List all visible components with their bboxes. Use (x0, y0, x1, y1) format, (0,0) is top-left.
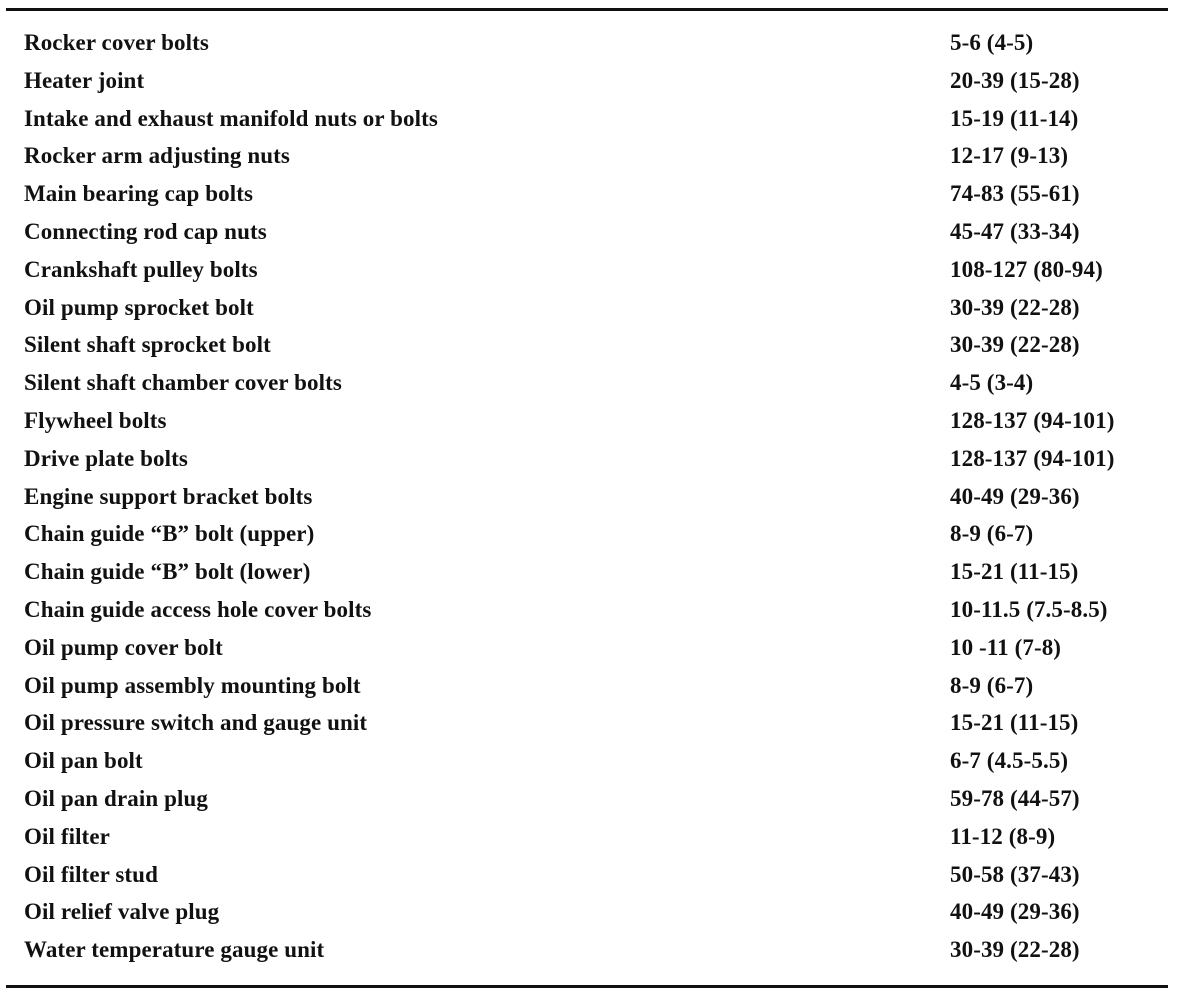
torque-value: 74-83 (55-61) (950, 181, 1080, 207)
torque-value: 128-137 (94-101) (950, 445, 1115, 471)
table-row (0, 24, 1184, 62)
table-row (0, 289, 1184, 327)
torque-value: 30-39 (22-28) (950, 332, 1080, 358)
table-row (0, 515, 1184, 553)
component-name: Silent shaft sprocket bolt (24, 332, 271, 358)
torque-value: 8-9 (6-7) (950, 521, 1034, 547)
component-name: Chain guide “B” bolt (upper) (24, 521, 315, 547)
torque-value: 40-49 (29-36) (950, 899, 1080, 925)
component-name: Water temperature gauge unit (24, 937, 325, 963)
component-name: Oil pan drain plug (24, 785, 208, 811)
component-name: Main bearing cap bolts (24, 181, 254, 207)
torque-value: 10 -11 (7-8) (950, 634, 1062, 660)
torque-value: 6-7 (4.5-5.5) (950, 748, 1069, 774)
table-row (0, 591, 1184, 629)
component-name: Oil relief valve plug (24, 899, 220, 925)
table-row (0, 364, 1184, 402)
torque-value: 40-49 (29-36) (950, 483, 1080, 509)
component-name: Oil pump cover bolt (24, 634, 223, 660)
torque-value: 15-21 (11-15) (950, 710, 1079, 736)
table-row (0, 818, 1184, 856)
table-row (0, 326, 1184, 364)
torque-value: 59-78 (44-57) (950, 785, 1080, 811)
component-name: Heater joint (24, 67, 145, 93)
torque-value: 50-58 (37-43) (950, 861, 1080, 887)
table-row (0, 780, 1184, 818)
torque-value: 15-19 (11-14) (950, 105, 1079, 131)
component-name: Rocker arm adjusting nuts (24, 143, 290, 169)
table-row (0, 667, 1184, 705)
component-name: Connecting rod cap nuts (24, 218, 267, 244)
bottom-rule (6, 985, 1168, 988)
component-name: Silent shaft chamber cover bolts (24, 370, 342, 396)
table-row (0, 856, 1184, 894)
torque-value: 5-6 (4-5) (950, 30, 1034, 55)
component-name: Drive plate bolts (24, 445, 188, 471)
torque-value: 10-11.5 (7.5-8.5) (950, 596, 1108, 622)
table-row (0, 893, 1184, 931)
table-row (0, 175, 1184, 213)
table-row (0, 553, 1184, 591)
table-body (0, 24, 1184, 969)
torque-value: 128-137 (94-101) (950, 407, 1115, 433)
component-name: Oil pump assembly mounting bolt (24, 672, 361, 698)
table-row (0, 742, 1184, 780)
component-name: Intake and exhaust manifold nuts or bolts (24, 105, 438, 131)
table-row (0, 402, 1184, 440)
component-name: Oil filter stud (24, 861, 158, 887)
torque-value: 30-39 (22-28) (950, 294, 1080, 320)
component-name: Rocker cover bolts (24, 30, 209, 55)
torque-value: 15-21 (11-15) (950, 559, 1079, 585)
table-row (0, 704, 1184, 742)
torque-value: 20-39 (15-28) (950, 67, 1080, 93)
table-row (0, 478, 1184, 516)
torque-value: 8-9 (6-7) (950, 672, 1034, 698)
component-name: Oil pressure switch and gauge unit (24, 710, 368, 736)
torque-value: 45-47 (33-34) (950, 218, 1080, 244)
component-name: Oil filter (24, 823, 110, 849)
component-name: Flywheel bolts (24, 407, 167, 433)
component-name: Chain guide “B” bolt (lower) (24, 559, 311, 585)
torque-value: 12-17 (9-13) (950, 143, 1069, 169)
table-row (0, 440, 1184, 478)
component-name: Crankshaft pulley bolts (24, 256, 258, 282)
torque-value: 4-5 (3-4) (950, 370, 1034, 396)
table-row (0, 100, 1184, 138)
table-row (0, 251, 1184, 289)
table-row (0, 137, 1184, 175)
torque-value: 11-12 (8-9) (950, 823, 1056, 849)
component-name: Engine support bracket bolts (24, 483, 313, 509)
torque-value: 30-39 (22-28) (950, 937, 1080, 963)
torque-value: 108-127 (80-94) (950, 256, 1103, 282)
component-name: Oil pump sprocket bolt (24, 294, 254, 320)
top-rule (6, 8, 1168, 11)
torque-spec-table (0, 24, 1184, 969)
component-name: Chain guide access hole cover bolts (24, 596, 372, 622)
table-row (0, 62, 1184, 100)
table-row (0, 931, 1184, 969)
table-row (0, 213, 1184, 251)
component-name: Oil pan bolt (24, 748, 143, 774)
table-row (0, 629, 1184, 667)
